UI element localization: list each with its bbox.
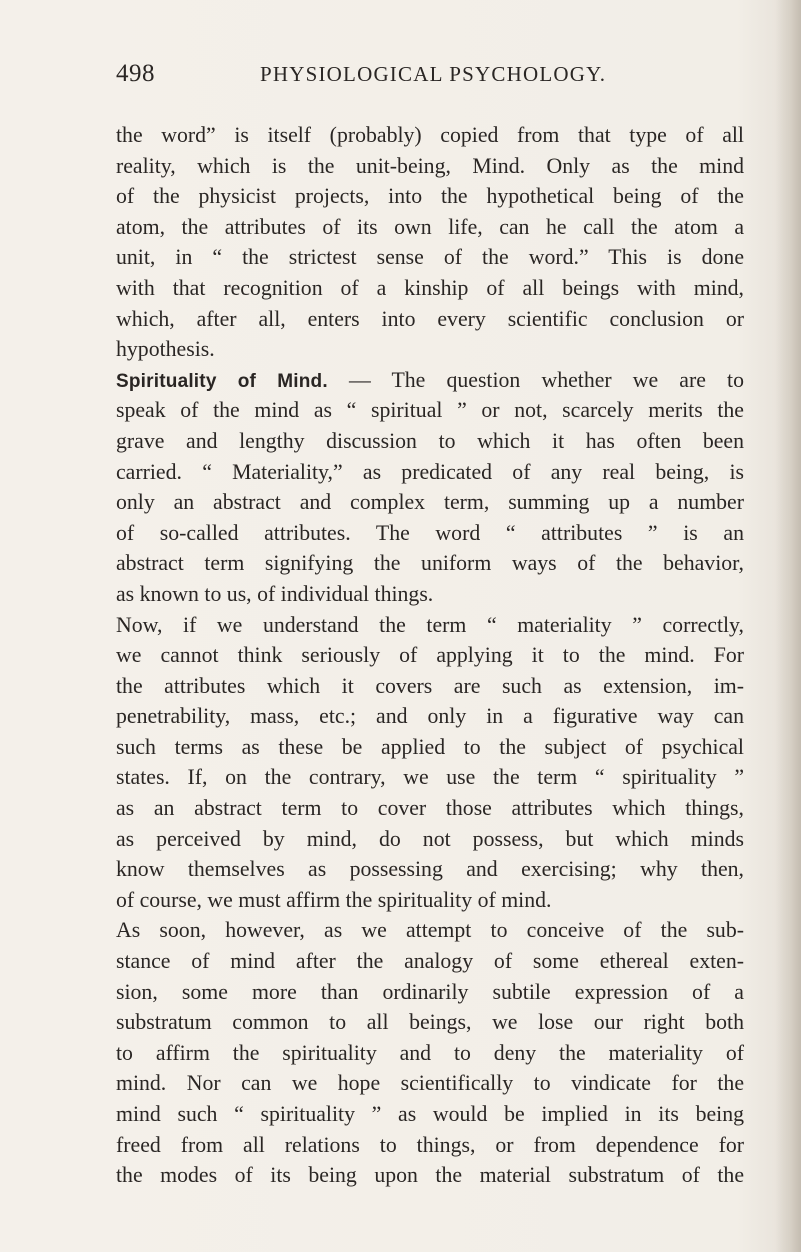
text-line: know themselves as possessing and exercising; why then, [116, 857, 744, 882]
text-line: to affirm the spirituality and to deny the materiality of [116, 1040, 744, 1065]
text-line: only an abstract and complex term, summing up a number [116, 490, 744, 515]
text-line: of the physicist projects, into the hypothetical being of the [116, 184, 744, 209]
text-line: — The question whether we are to [348, 367, 744, 392]
text-line: Now, if we understand the term “ materiality ” correctly, [116, 612, 744, 637]
text-line: the attributes which it covers are such as extension, im- [116, 673, 744, 698]
section-line [116, 365, 744, 396]
text-line: stance of mind after the analogy of some ethereal exten- [116, 949, 744, 974]
text-line: states. If, on the contrary, we use the term “ spirituality ” [116, 765, 744, 790]
text-line: as an abstract term to cover those attributes which things, [116, 796, 744, 821]
text-line: As soon, however, as we attempt to conceive of the sub- [116, 918, 744, 943]
text-line: hypothesis. [116, 337, 215, 362]
text-line: freed from all relations to things, or from dependence for [116, 1132, 744, 1157]
text-line: speak of the mind as “ spiritual ” or not, scarcely merits the [116, 398, 744, 423]
text-line: as perceived by mind, do not possess, but which minds [116, 826, 744, 851]
text-line: of course, we must affirm the spirituality of mind. [116, 887, 552, 912]
body-text [116, 120, 744, 1191]
text-line: mind. Nor can we hope scientifically to vindicate for the [116, 1071, 744, 1096]
text-line: unit, in “ the strictest sense of the word.” This is done [116, 245, 744, 270]
text-line: penetrability, mass, etc.; and only in a figurative way can [116, 704, 744, 729]
text-line: substratum common to all beings, we lose our right both [116, 1010, 744, 1035]
running-head [116, 60, 636, 94]
text-line: reality, which is the unit-being, Mind. Only as the mind [116, 153, 744, 178]
page-edge-shadow [775, 0, 801, 1252]
text-line: abstract term signifying the uniform ways of the behavior, [116, 551, 744, 576]
text-line: sion, some more than ordinarily subtile expression of a [116, 979, 744, 1004]
text-line: the modes of its being upon the material substratum of the [116, 1163, 744, 1188]
text-line: such terms as these be applied to the subject of psychical [116, 734, 744, 759]
text-line: with that recognition of a kinship of all beings with mind, [116, 275, 744, 300]
text-line: we cannot think seriously of applying it to the mind. For [116, 643, 744, 668]
text-line: which, after all, enters into every scientific conclusion or [116, 306, 744, 331]
text-line: atom, the attributes of its own life, can he call the atom a [116, 214, 744, 239]
text-line: grave and lengthy discussion to which it has often been [116, 428, 744, 453]
text-line: the word” is itself (probably) copied from that type of all [116, 123, 744, 147]
section-heading: Spirituality of Mind. [116, 370, 328, 392]
text-line: carried. “ Materiality,” as predicated of any real being, is [116, 459, 744, 484]
page-number: 498 [116, 60, 155, 87]
text-line: of so-called attributes. The word “ attributes ” is an [116, 520, 744, 545]
text-line: as known to us, of individual things. [116, 581, 434, 606]
running-title: PHYSIOLOGICAL PSYCHOLOGY. [260, 62, 607, 86]
text-line: mind such “ spirituality ” as would be implied in its being [116, 1102, 744, 1126]
